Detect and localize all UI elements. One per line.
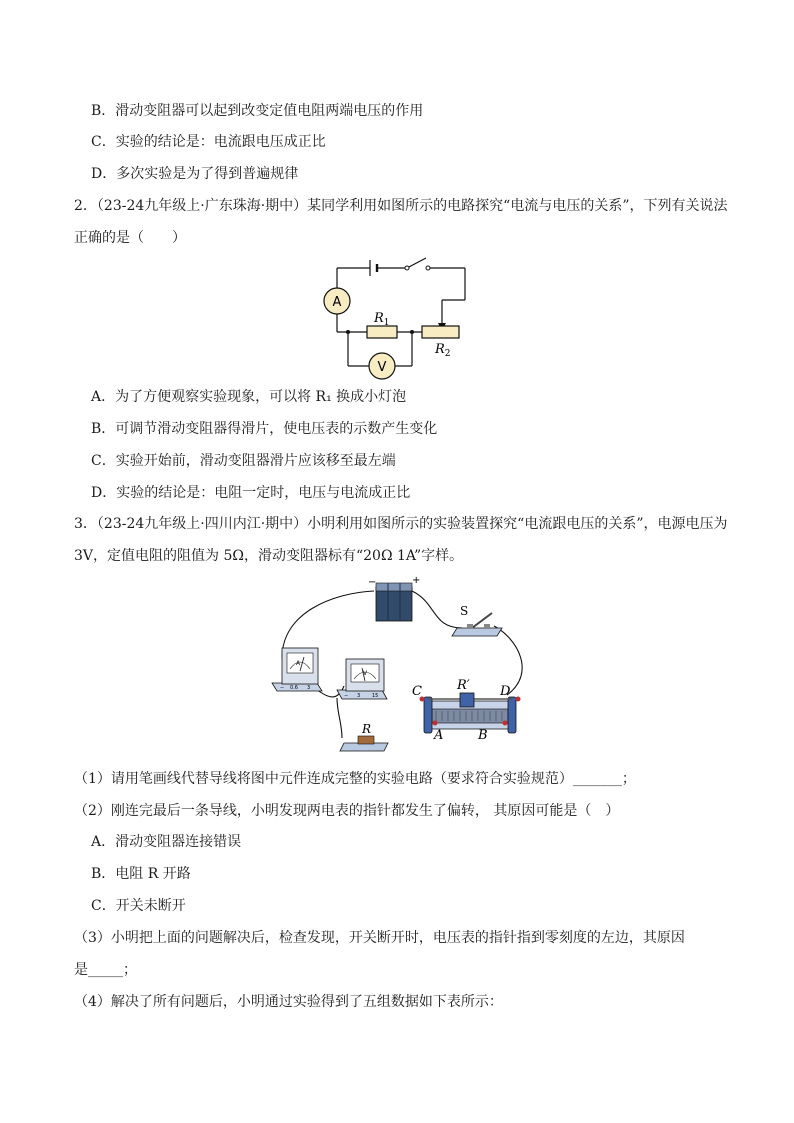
q3-stem-line-2: 3V，定值电阻的阻值为 5Ω，滑动变阻器标有“20Ω 1A”字样。 <box>74 548 464 564</box>
fixed-resistor <box>340 736 388 751</box>
q1-option-b: B．滑动变阻器可以起到改变定值电阻两端电压的作用 <box>91 103 424 119</box>
rheostat-device <box>420 693 521 733</box>
voltmeter-terminal-minus: − <box>344 693 349 699</box>
q3-part-4: （4）解决了所有问题后，小明通过实验得到了五组数据如下表所示： <box>74 994 503 1010</box>
q3-apparatus-illustration <box>262 573 532 763</box>
q2-option-b: B．可调节滑动变阻器得滑片，使电压表的示数产生变化 <box>91 421 438 437</box>
ammeter-terminal-minus: − <box>280 685 285 691</box>
wire-battery-switch <box>412 591 462 628</box>
ammeter-terminal-0.6: 0.6 <box>290 685 298 691</box>
ammeter-face-label: A <box>295 660 301 667</box>
r1-label: $R_1$ <box>374 311 390 328</box>
ammeter-label: A <box>332 295 342 310</box>
wire-voltmeter-resistor <box>337 698 342 738</box>
ammeter-terminal-3: 3 <box>307 685 311 691</box>
battery-plus-label: + <box>412 575 421 586</box>
battery-minus-label: − <box>368 577 377 588</box>
q3-part-1: （1）请用笔画线代替导线将图中元件连成完整的实验电路（要求符合实验规范）_______； <box>74 771 636 787</box>
q2-stem-line-2: 正确的是（ ） <box>74 230 186 246</box>
rheostat-label-b: B <box>478 728 488 743</box>
rheostat-r2 <box>422 326 459 338</box>
q3-part-2-option-b: B．电阻 R 开路 <box>91 866 191 882</box>
voltmeter-face-label: V <box>362 670 368 677</box>
rheostat-label-c: C <box>412 684 422 699</box>
r2-label: $R_2$ <box>435 342 451 359</box>
q3-part-2: （2）刚连完最后一条导线，小明发现两电表的指针都发生了偏转， 其原因可能是（ ） <box>74 803 620 819</box>
resistor-r1 <box>367 326 397 338</box>
rheostat-label-d: D <box>500 684 511 699</box>
voltmeter-label: V <box>377 360 387 375</box>
q2-circuit-diagram <box>322 255 472 380</box>
q3-stem-line-1: 3．（23-24九年级上·四川内江·期中）小明利用如图所示的实验装置探究“电流跟电压的关系”，电源电压为 <box>74 516 728 532</box>
resistor-label: R <box>362 722 372 736</box>
q2-option-c: C．实验开始前，滑动变阻器滑片应该移至最左端 <box>91 453 396 469</box>
rheostat-slider <box>460 693 474 707</box>
q2-option-d: D．实验的结论是：电阻一定时，电压与电流成正比 <box>91 485 411 501</box>
switch-blade <box>407 258 426 268</box>
voltmeter-terminal-15: 15 <box>372 693 379 699</box>
voltmeter-terminal-3: 3 <box>357 693 361 699</box>
q3-part-3-line-2: 是_____； <box>74 962 137 978</box>
q3-part-3-line-1: （3）小明把上面的问题解决后，检查发现，开关断开时，电压表的指针指到零刻度的左边，其原因 <box>74 930 685 946</box>
q3-part-2-option-c: C．开关未断开 <box>91 898 186 914</box>
rheostat-label-r-prime: R′ <box>457 678 470 693</box>
q1-option-c: C．实验的结论是：电流跟电压成正比 <box>91 134 326 150</box>
q3-part-2-option-a: A．滑动变阻器连接错误 <box>91 834 242 850</box>
rheostat-label-a: A <box>434 728 444 743</box>
switch-label: S <box>460 604 469 618</box>
battery-pack <box>376 583 412 621</box>
q2-stem-line-1: 2．（23-24九年级上·广东珠海·期中）某同学利用如图所示的电路探究“电流与电压的关系”，下列有关说法 <box>74 198 728 214</box>
q1-option-d: D．多次实验是为了得到普遍规律 <box>91 166 299 182</box>
q2-option-a: A．为了方便观察实验现象，可以将 R₁ 换成小灯泡 <box>91 389 407 405</box>
